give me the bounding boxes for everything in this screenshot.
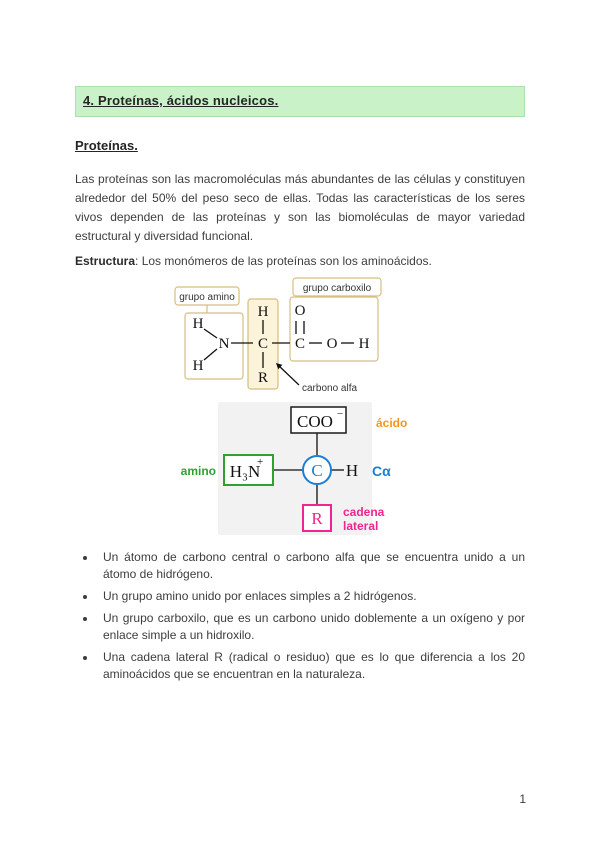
estructura-text: : Los monómeros de las proteínas son los aminoácidos.: [135, 254, 432, 268]
amino-acid-structural-diagram: [150, 273, 450, 399]
acido-label: ácido: [376, 416, 408, 430]
minus-charge: −: [337, 408, 344, 420]
carboxyl-carbon: C: [294, 336, 306, 352]
list-item: • Una cadena lateral R (radical o residuo) que es lo que diferencia a los 20 aminoácidos que se encuentran en la naturaleza.: [97, 649, 525, 683]
grupo-amino-label: grupo amino: [179, 292, 235, 303]
alpha-hydrogen: H: [257, 304, 269, 320]
ammonium-formula: H₃N: [229, 462, 261, 481]
cadena-lateral-label-line1: cadena: [343, 505, 385, 519]
alpha-hydrogen-symbol: H: [345, 461, 359, 480]
amino-hydrogen-top: H: [192, 316, 204, 332]
side-chain-symbol: R: [311, 509, 323, 528]
alpha-carbon: C: [257, 336, 269, 352]
intro-paragraph: Las proteínas son las macromoléculas más abundantes de las células y constituyen alrededor del 50% del peso seco de ellas. Todas las características de los seres vivos dependen de las proteínas y son las biomoléculas de mayor variedad estructural y diversidad funcional.: [75, 172, 525, 243]
grupo-carboxilo-label: grupo carboxilo: [302, 283, 372, 294]
list-item: • Un grupo amino unido por enlaces simples a 2 hidrógenos.: [97, 588, 525, 605]
hydroxyl-oxygen: O: [326, 336, 338, 352]
cadena-lateral-label-line2: lateral: [343, 519, 379, 533]
section-title-bar: [75, 86, 525, 117]
proteins-heading: Proteínas.: [75, 138, 138, 153]
amino-hydrogen-bottom: H: [192, 358, 204, 374]
estructura-label: Estructura: [75, 254, 136, 268]
plus-charge: +: [257, 456, 264, 468]
amino-nitrogen: N: [218, 336, 230, 352]
estructura-line: [75, 252, 525, 271]
carbono-alfa-label: carbono alfa: [302, 383, 358, 394]
alpha-carbon-symbol: C: [311, 461, 323, 480]
calpha-label: Cα: [372, 463, 391, 479]
amino-label: amino: [180, 464, 216, 478]
list-item: • Un grupo carboxilo, que es un carbono unido doblemente a un oxígeno y por enlace simple a un hidroxilo.: [97, 610, 525, 644]
carbono-alfa-arrow-line: [278, 365, 299, 385]
carboxylate-formula: COO: [297, 412, 333, 431]
amino-acid-color-scheme-diagram: [180, 399, 420, 537]
carbonyl-oxygen: O: [294, 303, 306, 319]
amino-acid-features-list: [97, 549, 525, 683]
hydroxyl-hydrogen: H: [358, 336, 370, 352]
list-item: • Un átomo de carbono central o carbono alfa que se encuentra unido a un átomo de hidrógeno.: [97, 549, 525, 583]
page-number: 1: [519, 792, 526, 806]
section-title: 4. Proteínas, ácidos nucleicos.: [83, 93, 279, 108]
side-chain-r: R: [257, 370, 269, 386]
